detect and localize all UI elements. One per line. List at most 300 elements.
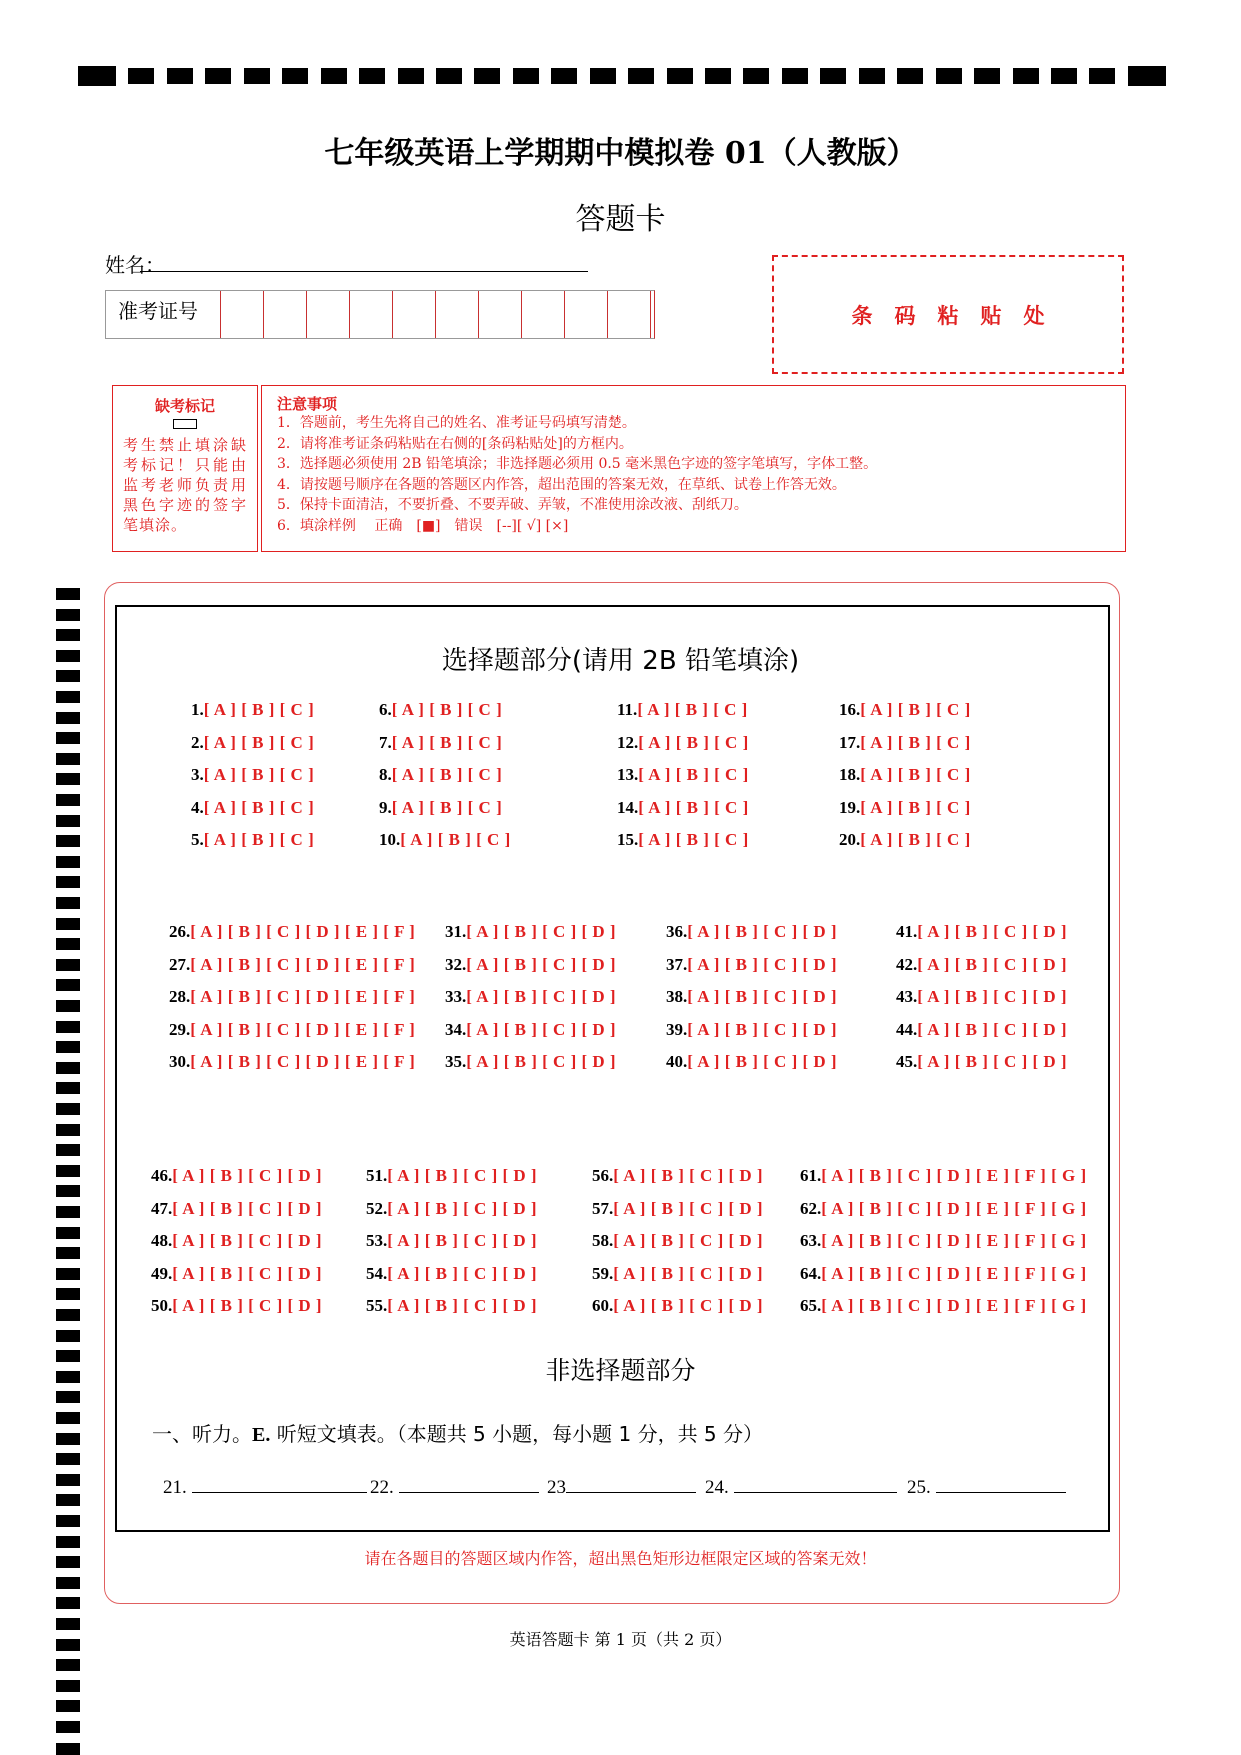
choice-question[interactable] [379,830,511,850]
timing-mark [56,1515,80,1527]
answer-options[interactable]: [ A ] [ B ] [ C ] [ D ] [ E ] [ F ] [190,987,416,1007]
timing-mark [820,68,846,84]
answer-options[interactable]: [ A ] [ B ] [ C ] [ D ] [466,987,617,1007]
choice-question[interactable] [896,1020,1067,1040]
answer-options[interactable]: [ A ] [ B ] [ C ] [203,765,315,785]
top-marker-bar [78,66,1166,86]
answer-options[interactable]: [ A ] [ B ] [ C ] [638,765,749,785]
answer-options[interactable]: [ A ] [ B ] [ C ] [ D ] [387,1296,538,1316]
question-number: 18. [839,765,861,785]
timing-mark [56,753,80,765]
question-number: 28. [169,987,191,1007]
choice-question[interactable] [169,1020,415,1040]
notice-title: 注意事项 [277,395,338,413]
timing-mark [743,68,769,84]
choice-question[interactable] [839,830,971,850]
answer-options[interactable]: [ A ] [ B ] [ C ] [ D ] [172,1198,323,1218]
question-number: 53. [366,1231,388,1251]
ticket-digit-cell[interactable] [522,291,565,338]
notice-box [261,385,1126,552]
question-number: 3. [191,765,204,785]
question-number: 65. [800,1296,822,1316]
answer-options[interactable]: [ A ] [ B ] [ C ] [ D ] [ E ] [ F ] [ G ] [821,1296,1087,1316]
answer-options[interactable]: [ A ] [ B ] [ C ] [ D ] [ E ] [ F ] [ G ] [821,1166,1087,1185]
choice-question[interactable] [666,987,837,1007]
timing-mark [167,68,193,84]
answer-options[interactable]: [ A ] [ B ] [ C ] [ D ] [687,987,838,1007]
choice-question[interactable] [169,987,415,1007]
question-number: 37. [666,954,688,974]
notice-item: 4．请按题号顺序在各题的答题区内作答，超出范围的答案无效，在草纸、试卷上作答无效。 [277,476,846,493]
timing-mark [56,1743,80,1755]
answer-options[interactable]: [ A ] [ B ] [ C ] [ D ] [387,1263,538,1283]
listening-text: 听短文填表。（本题共 5 小题，每小题 1 分，共 5 分） [270,1422,764,1446]
timing-mark [56,1103,80,1115]
answer-options[interactable]: [ A ] [ B ] [ C ] [ D ] [387,1166,538,1185]
answer-options[interactable]: [ A ] [ B ] [ C ] [ D ] [172,1231,323,1251]
choice-question[interactable] [191,765,314,785]
absent-mark-text: 考生禁止填涂缺考标记！只能由监考老师负责用黑色字迹的签字笔填涂。 [123,436,247,534]
choice-question[interactable] [800,1199,1087,1219]
timing-mark [56,1721,80,1733]
choice-question[interactable] [151,1296,322,1316]
answer-options[interactable]: [ A ] [ B ] [ C ] [860,830,971,850]
question-number: 29. [169,1019,191,1039]
timing-mark [56,1700,80,1712]
choice-question[interactable] [839,798,971,818]
timing-mark [56,1659,80,1671]
timing-mark [56,691,80,703]
answer-options[interactable]: [ A ] [ B ] [ C ] [ D ] [687,1052,838,1072]
choice-question[interactable] [592,1166,763,1186]
timing-mark [936,68,962,84]
question-number: 43. [896,987,918,1007]
timing-mark [56,1144,80,1156]
choice-question[interactable] [191,798,314,818]
answer-options[interactable]: [ A ] [ B ] [ C ] [ D ] [613,1263,764,1283]
question-number: 56. [592,1166,614,1185]
timing-mark [56,876,80,888]
choice-question[interactable] [839,700,971,720]
choice-question[interactable] [896,922,1067,942]
question-number: 15. [617,830,639,850]
choice-question[interactable] [839,733,971,753]
choice-question[interactable] [445,1020,616,1040]
answer-options[interactable]: [ A ] [ B ] [ C ] [ D ] [172,1263,323,1283]
ticket-number-grid [105,290,655,339]
timing-mark [590,68,616,84]
answer-options[interactable]: [ A ] [ B ] [ C ] [ D ] [ E ] [ F ] [ G ] [821,1263,1087,1283]
choice-question[interactable] [592,1199,763,1219]
choice-question[interactable] [169,922,415,942]
question-number: 62. [800,1198,822,1218]
timing-mark [56,1268,80,1280]
timing-mark [56,732,80,744]
ticket-digit-cell[interactable] [436,291,479,338]
choice-question[interactable] [151,1199,322,1219]
choice-question[interactable] [800,1296,1087,1316]
answer-options[interactable]: [ A ] [ B ] [ C ] [ D ] [917,1019,1068,1039]
choice-question[interactable] [617,765,749,785]
answer-options[interactable]: [ A ] [ B ] [ C ] [ D ] [917,922,1068,941]
notice-item: 3．选择题必须使用 2B 铅笔填涂；非选择题必须用 0.5 毫米黑色字迹的签字笔填写，字体工整。 [277,456,878,472]
timing-mark [205,68,231,84]
timing-mark [1051,68,1077,84]
choice-question[interactable] [191,830,314,850]
blank-25[interactable]: 25. [907,1476,1066,1499]
choice-question[interactable] [366,1296,537,1316]
timing-mark [667,68,693,84]
timing-mark [56,609,80,621]
choice-question[interactable] [617,798,749,818]
answer-options[interactable]: [ A ] [ B ] [ C ] [ D ] [ E ] [ F ] [190,1019,416,1039]
timing-mark [398,68,424,84]
blank-24[interactable]: 24. [705,1476,897,1499]
timing-mark [513,68,539,84]
timing-mark [974,68,1000,84]
timing-mark [551,68,577,84]
timing-mark [56,1309,80,1321]
answer-options[interactable]: [ A ] [ B ] [ C ] [ D ] [613,1198,764,1218]
answer-options[interactable]: [ A ] [ B ] [ C ] [ D ] [466,1019,617,1039]
answer-options[interactable]: [ A ] [ B ] [ C ] [ D ] [466,954,617,974]
timing-mark [56,1474,80,1486]
answer-options[interactable]: [ A ] [ B ] [ C ] [203,732,315,752]
question-number: 44. [896,1019,918,1039]
question-number: 10. [379,830,401,850]
timing-mark [705,68,731,84]
question-number: 12. [617,732,639,752]
timing-mark [56,1330,80,1342]
answer-options[interactable]: [ A ] [ B ] [ C ] [ D ] [ E ] [ F ] [190,954,416,974]
choice-question[interactable] [800,1264,1087,1284]
question-number: 14. [617,797,639,817]
timing-mark [321,68,347,84]
timing-mark [56,1124,80,1136]
choice-question[interactable] [666,955,837,975]
timing-mark [474,68,500,84]
timing-mark [56,1597,80,1609]
question-number: 33. [445,987,467,1007]
question-number: 39. [666,1019,688,1039]
choice-question[interactable] [366,1231,537,1251]
choice-question[interactable] [592,1231,763,1251]
answer-area-warning: 请在各题目的答题区域内作答，超出黑色矩形边框限定区域的答案无效！ [364,1549,877,1568]
question-number: 63. [800,1231,822,1251]
timing-mark [56,897,80,909]
choice-question[interactable] [666,922,837,942]
ticket-digit-cell[interactable] [221,291,264,338]
choice-question[interactable] [366,1264,537,1284]
choice-question[interactable] [191,733,314,753]
question-number: 47. [151,1198,173,1218]
choice-question[interactable] [151,1264,322,1284]
notice-item: 2．请将准考证条码粘贴在右侧的[条码粘贴处]的方框内。 [277,435,633,452]
timing-mark [897,68,923,84]
ticket-digit-cell[interactable] [479,291,522,338]
choice-question[interactable] [445,1052,616,1072]
timing-mark [56,1185,80,1197]
choice-question[interactable] [445,955,616,975]
page-title: 七年级英语上学期期中模拟卷 01（人教版） [324,136,917,171]
question-number: 6. [379,700,392,719]
notice-item: 5．保持卡面清洁，不要折叠、不要弄破、弄皱，不准使用涂改液、刮纸刀。 [277,497,748,513]
timing-mark [56,794,80,806]
answer-options[interactable]: [ A ] [ B ] [ C ] [860,732,971,752]
question-number: 26. [169,922,191,941]
question-number: 55. [366,1296,388,1316]
absent-mark-checkbox[interactable] [173,419,197,429]
timing-mark [1013,68,1039,84]
answer-options[interactable]: [ A ] [ B ] [ C ] [391,700,503,719]
choice-question[interactable] [800,1166,1087,1186]
timing-mark [56,979,80,991]
question-number: 38. [666,987,688,1007]
question-number: 51. [366,1166,388,1185]
ticket-digit-cell[interactable] [565,291,608,338]
timing-mark [359,68,385,84]
question-number: 17. [839,732,861,752]
page-footer: 英语答题卡 第 1 页（共 2 页） [509,1630,732,1649]
choice-question[interactable] [379,700,502,720]
timing-mark [56,1577,80,1589]
question-number: 16. [839,700,861,719]
question-number: 9. [379,797,392,817]
question-number: 46. [151,1166,173,1185]
answer-options[interactable]: [ A ] [ B ] [ C ] [ D ] [613,1231,764,1251]
listening-part: E. [252,1424,271,1446]
choice-question[interactable] [617,733,749,753]
answer-options[interactable]: [ A ] [ B ] [ C ] [391,797,503,817]
answer-options[interactable]: [ A ] [ B ] [ C ] [203,700,315,719]
question-number: 7. [379,732,392,752]
timing-mark [56,1247,80,1259]
answer-options[interactable]: [ A ] [ B ] [ C ] [638,797,749,817]
ticket-digit-cell[interactable] [350,291,393,338]
question-number: 27. [169,954,191,974]
answer-options[interactable]: [ A ] [ B ] [ C ] [ D ] [687,954,838,974]
question-number: 60. [592,1296,614,1316]
timing-mark [859,68,885,84]
timing-mark [56,1433,80,1445]
answer-options[interactable]: [ A ] [ B ] [ C ] [ D ] [ E ] [ F ] [190,922,416,941]
answer-options[interactable]: [ A ] [ B ] [ C ] [203,797,315,817]
question-number: 2. [191,732,204,752]
answer-options[interactable]: [ A ] [ B ] [ C ] [ D ] [387,1231,538,1251]
question-number: 30. [169,1052,191,1072]
timing-mark [56,1391,80,1403]
timing-mark [56,815,80,827]
timing-mark [56,1412,80,1424]
choice-question[interactable] [666,1052,837,1072]
listening-instruction [152,1418,763,1447]
ticket-digit-cell[interactable] [264,291,307,338]
timing-mark [128,68,154,84]
absent-mark-title: 缺考标记 [154,397,215,415]
choice-question[interactable] [839,765,971,785]
question-number: 48. [151,1231,173,1251]
answer-options[interactable]: [ A ] [ B ] [ C ] [638,732,749,752]
notice-item: 1．答题前，考生先将自己的姓名、准考证号码填写清楚。 [277,415,636,431]
answer-options[interactable]: [ A ] [ B ] [ C ] [ D ] [172,1296,323,1316]
question-number: 58. [592,1231,614,1251]
timing-mark [56,712,80,724]
choice-question[interactable] [151,1166,322,1186]
answer-options[interactable]: [ A ] [ B ] [ C ] [391,732,503,752]
answer-options[interactable]: [ A ] [ B ] [ C ] [ D ] [ E ] [ F ] [ G ] [821,1231,1087,1251]
timing-mark [782,68,808,84]
timing-mark [56,856,80,868]
answer-options[interactable]: [ A ] [ B ] [ C ] [400,830,511,850]
choice-question[interactable] [379,733,502,753]
choice-question[interactable] [445,987,616,1007]
notice-item: 6．填涂样例 正确 [■] 错误 [--][ √] [×] [277,517,569,534]
choice-question[interactable] [379,798,502,818]
choice-question[interactable] [366,1166,537,1186]
answer-options[interactable]: [ A ] [ B ] [ C ] [ D ] [387,1198,538,1218]
timing-mark [1128,66,1166,86]
timing-mark [56,1453,80,1465]
timing-mark [56,1000,80,1012]
choice-question[interactable] [617,830,749,850]
answer-options[interactable]: [ A ] [ B ] [ C ] [203,830,315,850]
name-field[interactable] [140,271,588,272]
timing-mark [628,68,654,84]
ticket-label: 准考证号 [106,291,221,338]
timing-mark [78,66,116,86]
blank-22[interactable]: 22. [370,1476,539,1499]
question-number: 54. [366,1263,388,1283]
answer-options[interactable]: [ A ] [ B ] [ C ] [ D ] [466,1052,617,1072]
barcode-area: 条码粘贴处 [772,255,1124,374]
question-number: 19. [839,797,861,817]
question-number: 59. [592,1263,614,1283]
timing-mark [1089,68,1115,84]
timing-mark [56,1062,80,1074]
question-number: 31. [445,922,467,941]
question-number: 1. [191,700,204,719]
question-number: 20. [839,830,861,850]
question-number: 8. [379,765,392,785]
question-number: 34. [445,1019,467,1039]
blank-21[interactable]: 21. [163,1476,367,1499]
choice-question[interactable] [151,1231,322,1251]
choice-question[interactable] [896,1052,1067,1072]
answer-options[interactable]: [ A ] [ B ] [ C ] [ D ] [466,922,617,941]
question-number: 42. [896,954,918,974]
question-number: 52. [366,1198,388,1218]
answer-options[interactable]: [ A ] [ B ] [ C ] [391,765,503,785]
choice-question[interactable] [800,1231,1087,1251]
choice-question[interactable] [169,1052,415,1072]
name-label: 姓名： [105,253,165,277]
timing-mark [56,959,80,971]
answer-options[interactable]: [ A ] [ B ] [ C ] [ D ] [917,1052,1068,1072]
choice-question[interactable] [592,1296,763,1316]
answer-options[interactable]: [ A ] [ B ] [ C ] [ D ] [613,1166,764,1185]
timing-mark [56,1041,80,1053]
choice-question[interactable] [169,955,415,975]
answer-options[interactable]: [ A ] [ B ] [ C ] [860,765,971,785]
listening-prefix: 一、听力。 [152,1422,252,1446]
choice-question[interactable] [366,1199,537,1219]
timing-mark [244,68,270,84]
answer-options[interactable]: [ A ] [ B ] [ C ] [860,700,971,719]
ticket-digit-cell[interactable] [393,291,436,338]
question-number: 13. [617,765,639,785]
timing-mark [56,835,80,847]
answer-options[interactable]: [ A ] [ B ] [ C ] [ D ] [687,1019,838,1039]
timing-mark [56,918,80,930]
choice-question[interactable] [191,700,314,720]
answer-options[interactable]: [ A ] [ B ] [ C ] [860,797,971,817]
choice-question[interactable] [379,765,502,785]
answer-options[interactable]: [ A ] [ B ] [ C ] [ D ] [172,1166,323,1185]
answer-options[interactable]: [ A ] [ B ] [ C ] [ D ] [ E ] [ F ] [ G ] [821,1198,1087,1218]
ticket-digit-cell[interactable] [307,291,350,338]
question-number: 64. [800,1263,822,1283]
timing-mark [56,1227,80,1239]
question-number: 35. [445,1052,467,1072]
answer-options[interactable]: [ A ] [ B ] [ C ] [ D ] [917,954,1068,974]
choice-question[interactable] [896,955,1067,975]
timing-mark [56,1288,80,1300]
question-number: 45. [896,1052,918,1072]
timing-mark [56,1206,80,1218]
question-number: 32. [445,954,467,974]
choice-question[interactable] [617,700,748,720]
choice-question[interactable] [666,1020,837,1040]
question-number: 11. [617,700,638,719]
timing-mark [56,1021,80,1033]
timing-mark [56,1165,80,1177]
nonchoice-section-title: 非选择题部分 [545,1356,696,1385]
ticket-digit-cell[interactable] [608,291,651,338]
answer-options[interactable]: [ A ] [ B ] [ C ] [ D ] [613,1296,764,1316]
timing-mark [56,1494,80,1506]
question-number: 36. [666,922,688,941]
question-number: 5. [191,830,204,850]
timing-mark [436,68,462,84]
timing-mark [56,1680,80,1692]
blank-23[interactable]: 23 [547,1476,696,1499]
timing-mark [56,588,80,600]
choice-question[interactable] [445,922,616,942]
timing-mark [282,68,308,84]
choice-question[interactable] [896,987,1067,1007]
answer-options[interactable]: [ A ] [ B ] [ C ] [638,830,749,850]
absent-mark-box [112,385,258,552]
timing-mark [56,1082,80,1094]
timing-mark [56,773,80,785]
answer-options[interactable]: [ A ] [ B ] [ C ] [ D ] [ E ] [ F ] [190,1052,416,1072]
choice-section-title: 选择题部分(请用 2B 铅笔填涂) [441,646,800,676]
question-number: 57. [592,1198,614,1218]
question-number: 4. [191,797,204,817]
side-marker-bar [56,588,80,1755]
timing-mark [56,938,80,950]
answer-options[interactable]: [ A ] [ B ] [ C ] [ D ] [687,922,838,941]
question-number: 49. [151,1263,173,1283]
question-number: 50. [151,1296,173,1316]
question-number: 61. [800,1166,822,1185]
question-number: 41. [896,922,918,941]
question-number: 40. [666,1052,688,1072]
answer-options[interactable]: [ A ] [ B ] [ C ] [ D ] [917,987,1068,1007]
page-subtitle: 答题卡 [575,202,666,237]
choice-question[interactable] [592,1264,763,1284]
answer-options[interactable]: [ A ] [ B ] [ C ] [637,700,748,719]
